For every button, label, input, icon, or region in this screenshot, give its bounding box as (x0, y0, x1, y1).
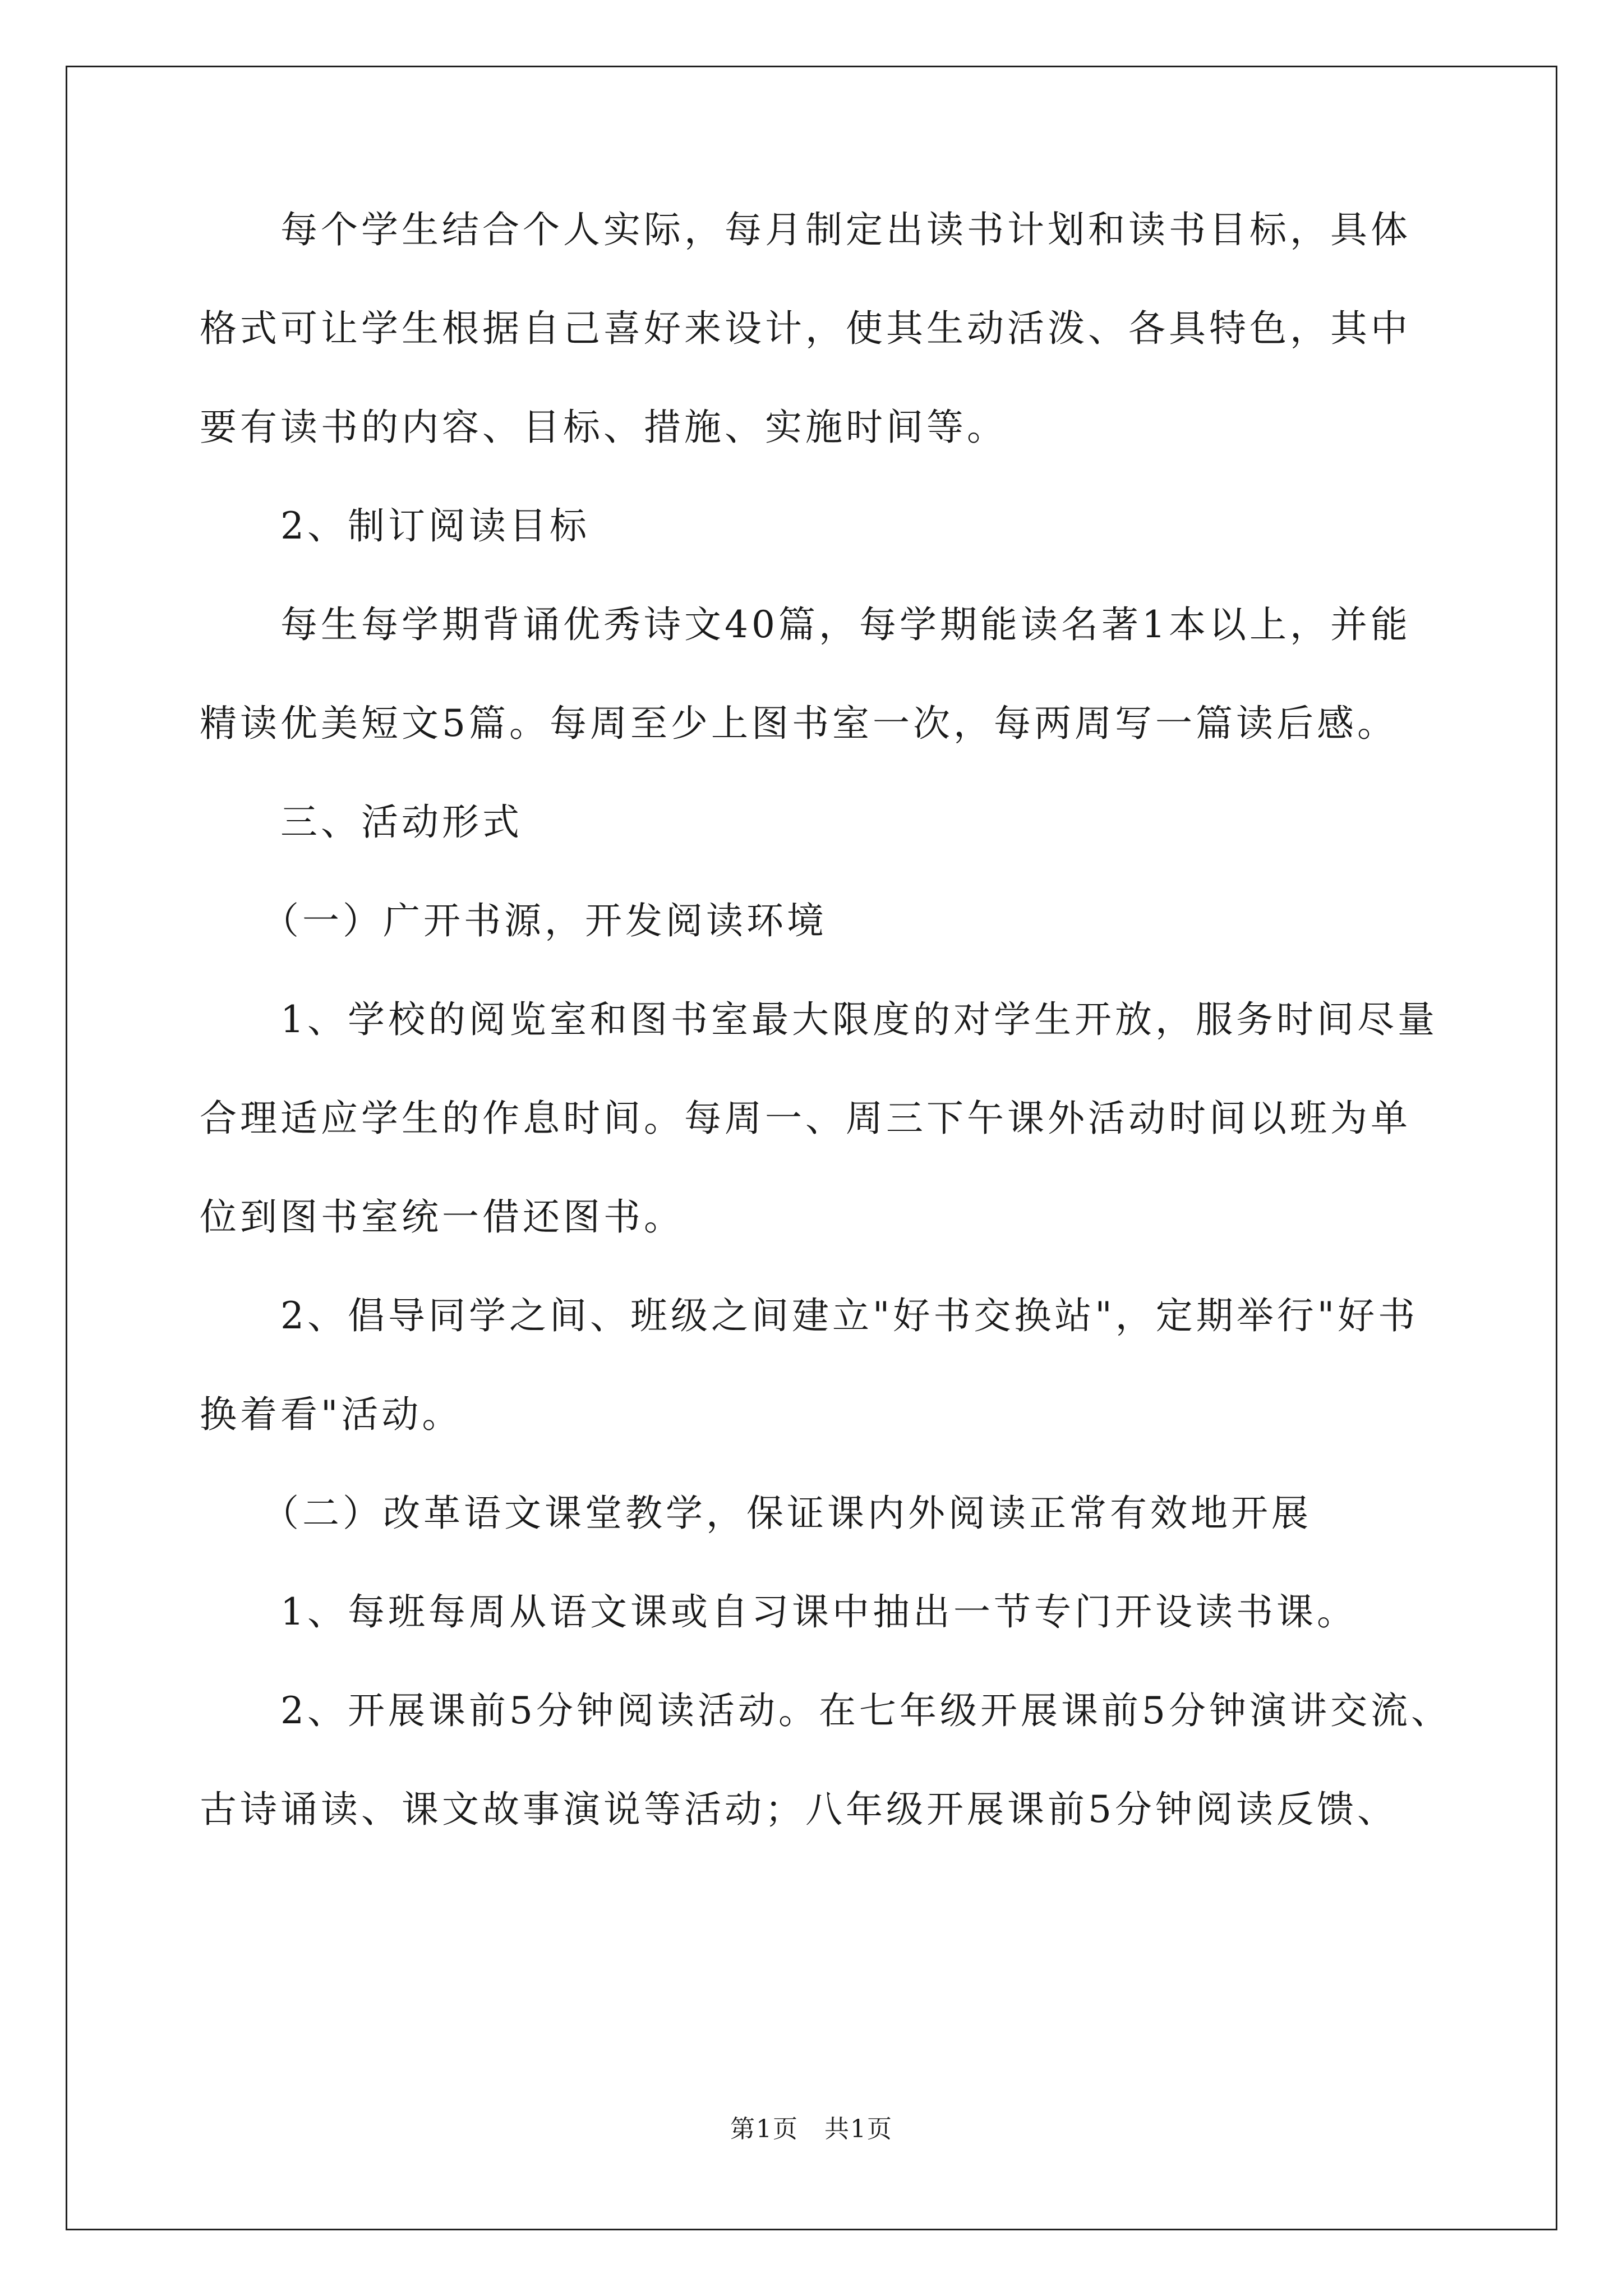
page-border (66, 66, 1557, 2230)
section-heading: 三、活动形式 (200, 800, 523, 844)
text-line: 2、倡导同学之间、班级之间建立"好书交换站"，定期举行"好书 (200, 1294, 1419, 1337)
text-line: 换着看"活动。 (200, 1393, 463, 1436)
text-line: 古诗诵读、课文故事演说等活动；八年级开展课前5分钟阅读反馈、 (200, 1788, 1398, 1831)
text-line: 2、开展课前5分钟阅读活动。在七年级开展课前5分钟演讲交流、 (200, 1689, 1451, 1732)
text-line: 1、每班每周从语文课或自习课中抽出一节专门开设读书课。 (200, 1590, 1357, 1634)
section-heading: （二）改革语文课堂教学，保证课内外阅读正常有效地开展 (200, 1492, 1312, 1535)
text-line: 位到图书室统一借还图书。 (200, 1195, 684, 1239)
page-number-footer: 第1页 共1页 (730, 2115, 893, 2143)
section-heading: 2、制订阅读目标 (200, 504, 590, 547)
text-line: 精读优美短文5篇。每周至少上图书室一次，每两周写一篇读后感。 (200, 702, 1398, 745)
text-line: 格式可让学生根据自己喜好来设计，使其生动活泼、各具特色，其中 (200, 307, 1411, 350)
text-line: 1、学校的阅览室和图书室最大限度的对学生开放，服务时间尽量 (200, 998, 1438, 1041)
text-line: 每生每学期背诵优秀诗文40篇，每学期能读名著1本以上，并能 (200, 603, 1411, 646)
text-line: 合理适应学生的作息时间。每周一、周三下午课外活动时间以班为单 (200, 1097, 1411, 1140)
text-line: 要有读书的内容、目标、措施、实施时间等。 (200, 406, 1007, 449)
text-line: 每个学生结合个人实际，每月制定出读书计划和读书目标，具体 (200, 208, 1411, 251)
section-heading: （一）广开书源，开发阅读环境 (200, 899, 827, 942)
